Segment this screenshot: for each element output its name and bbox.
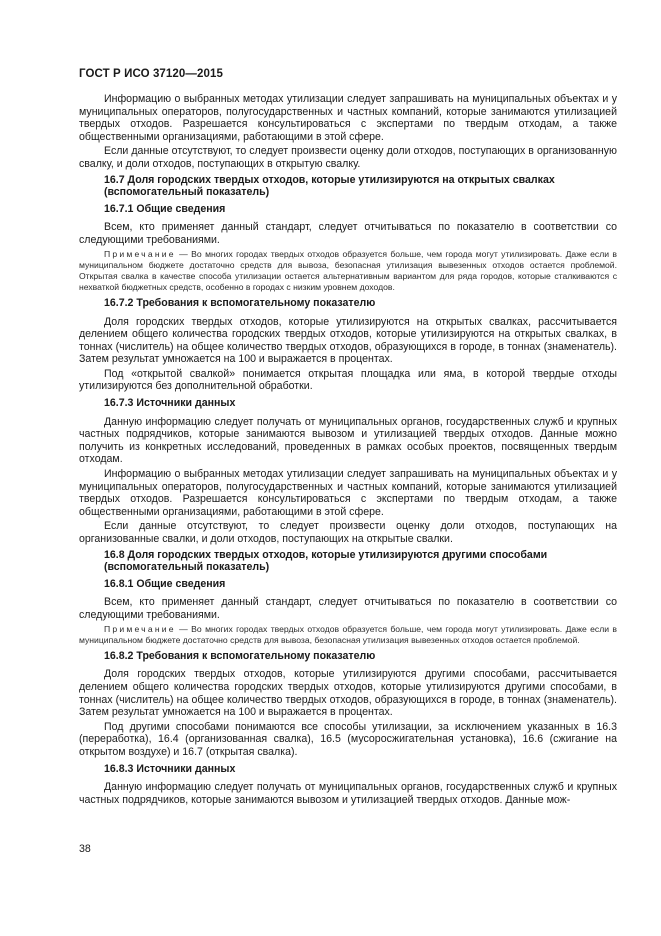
section-heading-16-8: 16.8 Доля городских твердых отходов, которые утилизируются другими способами (вспомогательный показатель) bbox=[104, 548, 548, 574]
paragraph: Под другими способами понимаются все способы утилизации, за исключением указанных в 16.3 (переработка), 16.4 (организованная свалка), 16.5 (мусоросжигательная установка), 16.6 (сжигание на открытом воздухе) и 16.7 (открытая свалка). bbox=[79, 720, 617, 758]
paragraph: Информацию о выбранных методах утилизации следует запрашивать на муниципальных объектах и у муниципальных операторов, полугосударственных и частных компаний, которые занимаются утилизацией твердых отходов. Разрешается консультироваться с экспертами по твердым отходам, а также общественными организациями, работающими в этой сфере. bbox=[79, 93, 617, 143]
subsection-heading-16-7-3: 16.7.3 Источники данных bbox=[104, 397, 236, 410]
note-label: Примечание bbox=[104, 623, 176, 634]
paragraph: Данную информацию следует получать от муниципальных органов, государственных служб и крупных частных подрядчиков, которые занимаются вывозом и утилизацией твердых отходов. Данные мож- bbox=[79, 781, 617, 806]
paragraph: Доля городских твердых отходов, которые утилизируются другими способами, рассчитывается делением общего количества городских твердых отходов, которые утилизируются другими способами, в тоннах (числитель) на общее количество твердых отходов, образующихся в городе, в тоннах (знаменатель). Затем результат умножается на 100 и выражается в процентах. bbox=[79, 668, 617, 719]
note-text: — Во многих городах твердых отходов образуется больше, чем города могут утилизировать. Даже если в муниципальном бюджете достаточно средств для вывоза, безопасная утилизация вывезенных отходов остается проблемой. Открытая свалка в качестве способа утилизации остается альтернативным вариантом для ряда городов, которые сталкиваются с нехваткой бюджетных средств, особенно в городах с низким уровнем доходов. bbox=[79, 248, 617, 292]
page-body bbox=[79, 93, 617, 808]
section-heading-16-7: 16.7 Доля городских твердых отходов, которые утилизируются на открытых свалках (вспомогательный показатель) bbox=[104, 173, 555, 199]
paragraph: Всем, кто применяет данный стандарт, следует отчитываться по показателю в соответствии со следующими требованиями. bbox=[79, 221, 617, 246]
paragraph: Доля городских твердых отходов, которые утилизируются на открытых свалках, рассчитывается делением общего количества городских твердых отходов, которые утилизируются на открытых свалках, в тоннах (числитель) на общее количество твердых отходов, образующихся в городе, в тоннах (знаменатель). Затем результат умножается на 100 и выражается в процентах. bbox=[79, 315, 617, 366]
subsection-heading-16-7-2: 16.7.2 Требования к вспомогательному показателю bbox=[104, 296, 376, 309]
paragraph: Информацию о выбранных методах утилизации следует запрашивать на муниципальных объектах и у муниципальных операторов, полугосударственных и частных компаний, которые занимаются утилизацией твердых отходов. Разрешается консультироваться с экспертами по твердым отходам, а также общественными организациями, работающими в этой сфере. bbox=[79, 468, 617, 518]
note-label: Примечание bbox=[104, 248, 176, 259]
page-number: 38 bbox=[79, 843, 91, 855]
note-text: — Во многих городах твердых отходов образуется больше, чем города могут утилизировать. Даже если в муниципальном бюджете достаточно средств для вывоза, безопасная утилизация вывезенных отходов остается проблемой. bbox=[79, 623, 617, 645]
subsection-heading-16-8-2: 16.8.2 Требования к вспомогательному показателю bbox=[104, 649, 376, 662]
paragraph: Всем, кто применяет данный стандарт, следует отчитываться по показателю в соответствии со следующими требованиями. bbox=[79, 596, 617, 621]
subsection-heading-16-8-1: 16.8.1 Общие сведения bbox=[104, 577, 226, 590]
paragraph: Если данные отсутствуют, то следует произвести оценку доли отходов, поступающих в организованную свалку, и доли отходов, поступающих в открытую свалку. bbox=[79, 145, 617, 170]
subsection-heading-16-7-1: 16.7.1 Общие сведения bbox=[104, 202, 226, 215]
document-header: ГОСТ Р ИСО 37120—2015 bbox=[79, 68, 224, 80]
paragraph: Под «открытой свалкой» понимается открытая площадка или яма, в которой твердые отходы утилизируются без дополнительной обработки. bbox=[79, 367, 617, 393]
note-block bbox=[79, 249, 617, 293]
paragraph: Если данные отсутствуют, то следует произвести оценку доли отходов, поступающих на организованные свалки, и доли отходов, поступающих на открытые свалки. bbox=[79, 520, 617, 545]
note-block bbox=[79, 624, 617, 646]
paragraph: Данную информацию следует получать от муниципальных органов, государственных служб и крупных частных подрядчиков, которые занимаются вывозом и утилизацией твердых отходов. Данные можно получить из конкретных исследований, проведенных в рамках особых проектов, посвященных твердым отходам. bbox=[79, 415, 617, 466]
subsection-heading-16-8-3: 16.8.3 Источники данных bbox=[104, 762, 236, 775]
